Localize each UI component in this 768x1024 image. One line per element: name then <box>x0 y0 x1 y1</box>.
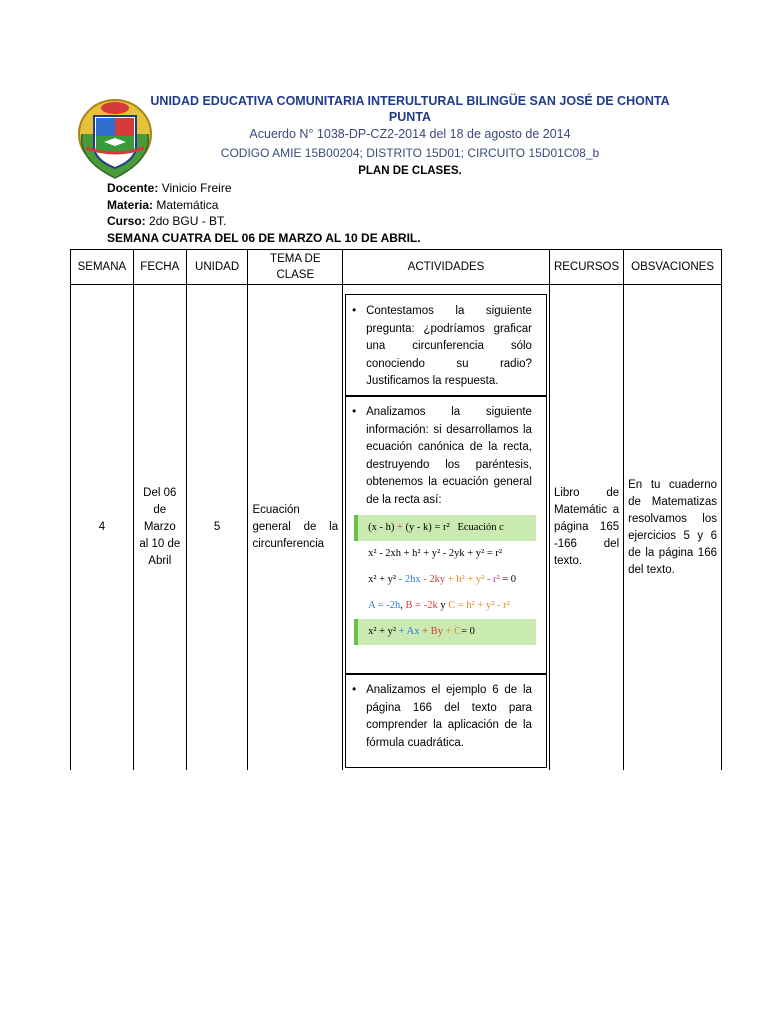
header-unidad: UNIDAD <box>186 250 248 285</box>
cell-fecha: Del 06 de Marzo al 10 de Abril <box>133 285 186 771</box>
formula-line-4 <box>354 593 536 619</box>
docente-label: Docente: <box>107 181 159 195</box>
activity-text-2: Analizamos la siguiente información: si desarrollamos la ecuación canónica de la recta, destruyendo los paréntesis, obtenemos la ecuación general de la recta así: <box>366 406 532 506</box>
formula-part: + <box>394 522 406 533</box>
formula-part: x² + y² <box>368 574 397 585</box>
docente-value: Vinicio Freire <box>161 181 232 195</box>
codigo-line: CODIGO AMIE 15B00204; DISTRITO 15D01; CIRCUITO 15D01C08_b <box>220 146 600 160</box>
materia-row <box>107 197 421 214</box>
acuerdo-line: Acuerdo N° 1038-DP-CZ2-2014 del 18 de agosto de 2014 <box>249 127 571 141</box>
cell-recursos: Libro de Matemátic a página 165 -166 del texto. <box>549 285 623 771</box>
formula-part: (x - h) <box>368 522 395 533</box>
header-tema: TEMA DE CLASE <box>248 250 343 285</box>
activity-box-3 <box>345 673 547 768</box>
formula-part: - 2hx <box>396 574 421 585</box>
formula-part: + C <box>442 626 462 637</box>
activity-box-1 <box>345 294 547 397</box>
plan-metadata <box>107 180 421 246</box>
cell-actividades <box>343 285 550 771</box>
formula-part: - 2ky <box>420 574 446 585</box>
formula-line-1 <box>354 515 536 541</box>
formula-part: (y - k) <box>405 522 432 533</box>
school-name <box>150 93 670 125</box>
formula-line-2: x² - 2xh + h² + y² - 2yk + y² = r² <box>368 548 503 559</box>
formula-image <box>354 515 536 645</box>
formula-part: = 0 <box>461 626 475 637</box>
formula-part: + Ax <box>396 626 420 637</box>
curso-label: Curso: <box>107 214 146 228</box>
formula-part: = 0 <box>499 574 517 585</box>
activity-text-3: Analizamos el ejemplo 6 de la página 166 del texto para comprender la aplicación de la fórmula cuadrática. <box>366 684 532 749</box>
table-header-row <box>71 250 722 285</box>
activity-box-2 <box>345 395 547 675</box>
semana-row: SEMANA CUATRA DEL 06 DE MARZO AL 10 DE ABRIL. <box>107 230 421 245</box>
curso-value: 2do BGU - BT. <box>149 214 227 228</box>
table-row <box>71 285 722 771</box>
header-actividades: ACTIVIDADES <box>343 250 550 285</box>
formula-part: + h² + y² <box>445 574 485 585</box>
cell-semana: 4 <box>71 285 134 771</box>
cell-tema: Ecuación general de la circunferencia <box>248 285 343 771</box>
header-recursos: RECURSOS <box>549 250 623 285</box>
cell-observaciones: En tu cuaderno de Matematizas resolvamos los ejercicios 5 y 6 de la página 166 del texto. <box>624 285 722 771</box>
school-name-line2: PUNTA <box>388 110 432 124</box>
plan-title: PLAN DE CLASES. <box>358 165 462 177</box>
formula-part: x² + y² <box>368 626 397 637</box>
formula-label: Ecuación c <box>457 522 504 533</box>
formula-part: B = -2k <box>405 600 438 611</box>
activity-text-1: Contestamos la siguiente pregunta: ¿podríamos graficar una circunferencia sólo conociendo su radio? Justificamos la respuesta. <box>366 305 532 387</box>
school-name-line1: UNIDAD EDUCATIVA COMUNITARIA INTERULTURAL BILINGÜE SAN JOSÉ DE CHONTA <box>150 94 670 108</box>
materia-label: Materia: <box>107 197 154 212</box>
docente-row <box>107 180 421 197</box>
materia-value: Matemática <box>156 197 219 212</box>
formula-line-5 <box>354 619 536 645</box>
school-crest-logo <box>76 94 154 180</box>
cell-unidad: 5 <box>186 285 248 771</box>
header-semana: SEMANA <box>71 250 134 285</box>
formula-part: y <box>437 600 449 611</box>
formula-part: - r² <box>484 574 500 585</box>
header-observaciones: OBSVACIONES <box>624 250 722 285</box>
header-fecha: FECHA <box>133 250 186 285</box>
formula-part: , <box>400 600 406 611</box>
formula-part: A = -2h <box>368 600 401 611</box>
bullet-icon: • <box>352 684 357 696</box>
formula-part: C = h² + y² - r² <box>448 600 510 611</box>
formula-part: = r² <box>431 522 450 533</box>
curso-row <box>107 213 421 230</box>
bullet-icon: • <box>352 406 357 418</box>
formula-line-3 <box>354 567 536 593</box>
formula-part: + By <box>419 626 443 637</box>
lesson-plan-table <box>70 249 722 770</box>
bullet-icon: • <box>352 305 357 317</box>
